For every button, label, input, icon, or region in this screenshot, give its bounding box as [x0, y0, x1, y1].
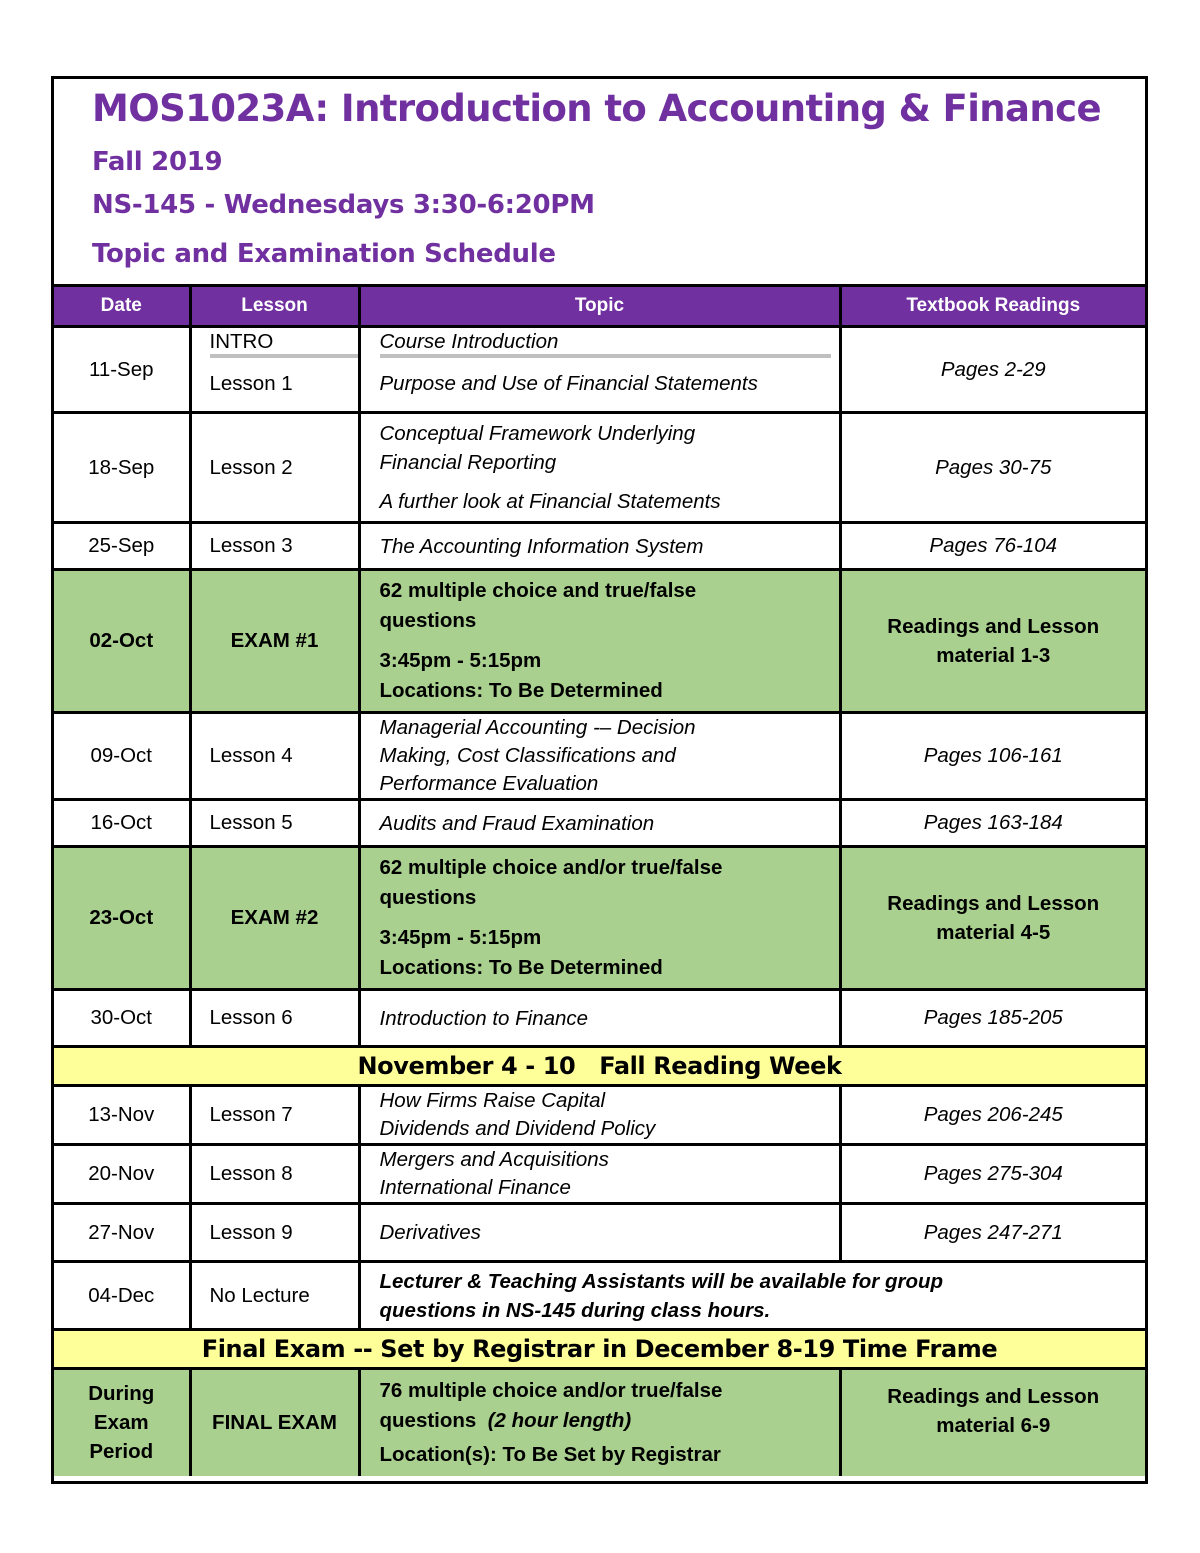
readings-line: Readings and Lesson — [887, 892, 1100, 915]
readings-line: Readings and Lesson — [887, 1385, 1100, 1408]
topic-line: Dividends and Dividend Policy — [379, 1117, 656, 1140]
row-readings: Pages 30-75 — [840, 413, 1145, 523]
row-date: 11-Sep — [54, 327, 190, 413]
note-line: questions in NS-145 during class hours. — [379, 1298, 771, 1322]
topic-line: Making, Cost Classifications and — [379, 744, 676, 767]
column-header-topic: Topic — [359, 287, 840, 327]
readings-line: Readings and Lesson — [887, 615, 1100, 638]
final-exam-row — [54, 1369, 1145, 1476]
questions-text: questions — [379, 1408, 477, 1432]
readings-line: material 4-5 — [936, 921, 1051, 944]
exam-length: (2 hour length) — [487, 1408, 632, 1432]
row-date: 25-Sep — [54, 523, 190, 570]
row-topic — [359, 1086, 840, 1145]
topic-line: How Firms Raise Capital — [379, 1089, 606, 1112]
row-lesson: No Lecture — [190, 1262, 359, 1330]
row-lesson — [190, 327, 359, 413]
row-readings: Pages 106-161 — [840, 713, 1145, 800]
column-header-lesson: Lesson — [190, 287, 359, 327]
course-title: MOS1023A: Introduction to Accounting & Finance — [92, 87, 1101, 130]
exam-detail-line: questions — [379, 609, 477, 632]
exam-time: 3:45pm - 5:15pm — [379, 926, 542, 949]
row-date: 16-Oct — [54, 800, 190, 847]
table-row — [54, 713, 1145, 800]
exam-detail-line: 62 multiple choice and true/false — [379, 579, 697, 602]
table-row — [54, 1086, 1145, 1145]
topic-lesson-1: Purpose and Use of Financial Statements — [379, 372, 758, 395]
readings-line: material 1-3 — [936, 644, 1051, 667]
table-row — [54, 990, 1145, 1047]
topic-line: Performance Evaluation — [379, 772, 599, 795]
row-readings: Pages 185-205 — [840, 990, 1145, 1047]
exam-detail-line: 62 multiple choice and/or true/false — [379, 856, 723, 879]
table-row — [54, 523, 1145, 570]
table-row — [54, 1204, 1145, 1262]
exam-readings — [840, 570, 1145, 713]
column-header-date: Date — [54, 287, 190, 327]
row-topic — [359, 713, 840, 800]
table-row — [54, 327, 1145, 413]
exam-location: Locations: To Be Determined — [379, 679, 663, 702]
table-row — [54, 800, 1145, 847]
exam-date: 23-Oct — [54, 847, 190, 990]
topic-line: Financial Reporting — [379, 451, 557, 474]
row-date: 30-Oct — [54, 990, 190, 1047]
row-readings: Pages 2-29 — [840, 327, 1145, 413]
row-date: 13-Nov — [54, 1086, 190, 1145]
exam-detail-line: 76 multiple choice and/or true/false — [379, 1378, 723, 1402]
readings-line: material 6-9 — [936, 1414, 1051, 1437]
exam-location: Location(s): To Be Set by Registrar — [379, 1442, 721, 1466]
row-lesson: Lesson 3 — [190, 523, 359, 570]
date-line: During — [88, 1382, 155, 1406]
row-readings: Pages 206-245 — [840, 1086, 1145, 1145]
row-topic: Introduction to Finance — [359, 990, 840, 1047]
table-row — [54, 1262, 1145, 1330]
exam-details — [359, 570, 840, 713]
exam-time: 3:45pm - 5:15pm — [379, 649, 542, 672]
note-line: Lecturer & Teaching Assistants will be available for group — [379, 1269, 944, 1293]
exam-label: EXAM #1 — [190, 570, 359, 713]
row-date: 18-Sep — [54, 413, 190, 523]
exam-details — [359, 847, 840, 990]
column-header-readings: Textbook Readings — [840, 287, 1145, 327]
exam-detail-line: questions — [379, 886, 477, 909]
exam-location: Locations: To Be Determined — [379, 956, 663, 979]
exam-readings — [840, 847, 1145, 990]
row-topic — [359, 413, 840, 523]
topic-line: Conceptual Framework Underlying — [379, 422, 696, 445]
reading-week-banner: November 4 - 10 Fall Reading Week — [54, 1047, 1145, 1086]
topic-line: International Finance — [379, 1176, 571, 1199]
row-readings: Pages 163-184 — [840, 800, 1145, 847]
header-block — [54, 79, 1145, 287]
row-lesson: Lesson 8 — [190, 1145, 359, 1204]
row-readings: Pages 275-304 — [840, 1145, 1145, 1204]
final-exam-banner: Final Exam -- Set by Registrar in December 8-19 Time Frame — [54, 1330, 1145, 1369]
row-date: 27-Nov — [54, 1204, 190, 1262]
row-readings: Pages 76-104 — [840, 523, 1145, 570]
date-line: Exam — [93, 1411, 149, 1435]
topic-line: Mergers and Acquisitions — [379, 1148, 609, 1171]
exam-label: EXAM #2 — [190, 847, 359, 990]
table-header-row — [54, 287, 1145, 327]
topic-line: A further look at Financial Statements — [379, 490, 721, 513]
final-exam-date — [54, 1369, 190, 1476]
exam-detail-line — [380, 1406, 831, 1436]
exam-row — [54, 570, 1145, 713]
final-exam-banner-row — [54, 1330, 1145, 1369]
row-lesson: Lesson 5 — [190, 800, 359, 847]
reading-week-banner-row — [54, 1047, 1145, 1086]
topic-line: Managerial Accounting -– Decision — [379, 716, 696, 739]
term: Fall 2019 — [92, 147, 223, 177]
row-lesson: Lesson 7 — [190, 1086, 359, 1145]
final-exam-details — [359, 1369, 840, 1476]
row-topic: Derivatives — [359, 1204, 840, 1262]
room-time: NS-145 - Wednesdays 3:30-6:20PM — [92, 190, 595, 220]
row-lesson: Lesson 6 — [190, 990, 359, 1047]
row-topic: Audits and Fraud Examination — [359, 800, 840, 847]
row-readings: Pages 247-271 — [840, 1204, 1145, 1262]
row-lesson: Lesson 9 — [190, 1204, 359, 1262]
table-row — [54, 413, 1145, 523]
exam-date: 02-Oct — [54, 570, 190, 713]
row-date: 04-Dec — [54, 1262, 190, 1330]
row-topic — [359, 1145, 840, 1204]
exam-row — [54, 847, 1145, 990]
final-exam-readings — [840, 1369, 1145, 1476]
row-date: 09-Oct — [54, 713, 190, 800]
row-date: 20-Nov — [54, 1145, 190, 1204]
row-topic: The Accounting Information System — [359, 523, 840, 570]
row-topic — [359, 327, 840, 413]
schedule-sheet — [51, 76, 1148, 1484]
lesson-1: Lesson 1 — [209, 372, 293, 395]
row-lesson: Lesson 2 — [190, 413, 359, 523]
topic-intro: Course Introduction — [380, 329, 831, 358]
lesson-intro: INTRO — [210, 329, 358, 358]
document-title: Topic and Examination Schedule — [92, 239, 556, 269]
date-line: Period — [89, 1440, 154, 1464]
table-row — [54, 1145, 1145, 1204]
row-lesson: Lesson 4 — [190, 713, 359, 800]
schedule-table — [54, 287, 1145, 1476]
no-lecture-note — [359, 1262, 1145, 1330]
final-exam-label: FINAL EXAM — [190, 1369, 359, 1476]
